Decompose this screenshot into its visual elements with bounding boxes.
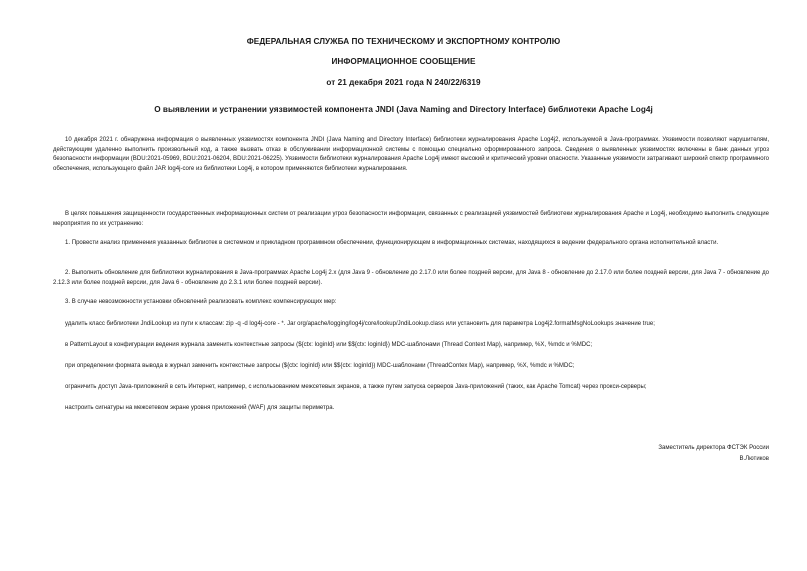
signature-name: В.Лютиков [739, 456, 769, 462]
item-compensating: 3. В случае невозможности установки обновлений реализовать комплекс компенсирующих мер: [65, 299, 337, 305]
paragraph-measures-intro: В целях повышения защищенности государственных информационных систем от реализации угроз безопасности информации, связанных с реализацией уязвимостей библиотеки журналирования Apache и Log4j, необходимо выполнить следующие мероприятия по их устранению: [53, 211, 769, 227]
document-title: О выявлении и устранении уязвимостей компонента JNDI (Java Naming and Directory Interface) библиотеки Apache Log4j [154, 105, 653, 114]
item-update: 2. Выполнить обновление для библиотеки журналирования в Java-программах Apache Log4j 2.x (для Java 9 - обновление до 2.17.0 или более поздней версии, для Java 8 - обновление до 2.17.0 или более поздней версии, для Java 7 - обновление до 2.12.3 или более поздней версии, для Java 6 - обновление до 2.3.1 или более поздней версии). [53, 270, 769, 286]
signature-position: Заместитель директора ФСТЭК России [658, 445, 769, 451]
document-type: ИНФОРМАЦИОННОЕ СООБЩЕНИЕ [331, 57, 476, 66]
measure-item: в PatternLayout в конфигурации ведения журнала заменить контекстные запросы (${ctx: loginId} или $${ctx: loginId}) MDC-шаблонами (Thread Context Map), например, %X, %mdc и %MDC; [65, 342, 593, 348]
paragraph-intro: 10 декабря 2021 г. обнаружена информация о выявленных уязвимостях компонента JNDI (Java Naming and Directory Interface) библиотеки журналирования Apache Log4j2, используемой в Java-программах. Уязвимости позволяют нарушителям, действующим удаленно выполнить произвольный код, а также вызвать отказ в обслуживании информационной системы с помощью специально сформированного запроса. Сведения о выявленных уязвимостях включены в банк данных угроз безопасности информации (BDU:2021-05969, BDU:2021-06204, BDU:2021-06225). Уязвимости библиотеки журналирования Apache Log4j имеют высокий и критический уровни опасности. Указанные уязвимости затрагивают широкий спектр программного обеспечения, использующего файл JAR log4j-core из библиотеки Log4j, в котором применяются библиотеки журналирования. [53, 137, 769, 172]
measure-item: при определении формата вывода в журнал заменить контекстные запросы (${ctx: loginId} или $${ctx: loginId}) MDC-шаблонами (ThreadContex Map), например, %X, %mdc и %MDC; [65, 363, 575, 369]
measure-item: удалить класс библиотеки JndiLookup из пути к классам: zip -q -d log4j-core - *. Jar org/apache/logging/log4j/core/lookup/JndiLookup.class или установить для параметра Log4j2.formatMsgNoLookups значение true; [65, 321, 655, 327]
agency-name: ФЕДЕРАЛЬНАЯ СЛУЖБА ПО ТЕХНИЧЕСКОМУ И ЭКСПОРТНОМУ КОНТРОЛЮ [246, 37, 561, 46]
item-analysis: 1. Провести анализ применения указанных библиотек в системном и прикладном программном обеспечении, функционирующем в информационных системах, находящихся в ведении федерального органа исполнительной власти. [65, 240, 719, 246]
document-date-number: от 21 декабря 2021 года N 240/22/6319 [326, 78, 481, 87]
measure-item: настроить сигнатуры на межсетевом экране уровня приложений (WAF) для защиты периметра. [65, 405, 335, 411]
measure-item: ограничить доступ Java-приложений в сеть Интернет, например, с использованием межсетевых экранов, а также путем запуска серверов Java-приложений (таких, как Apache Tomcat) через прокси-серверы; [65, 384, 647, 390]
